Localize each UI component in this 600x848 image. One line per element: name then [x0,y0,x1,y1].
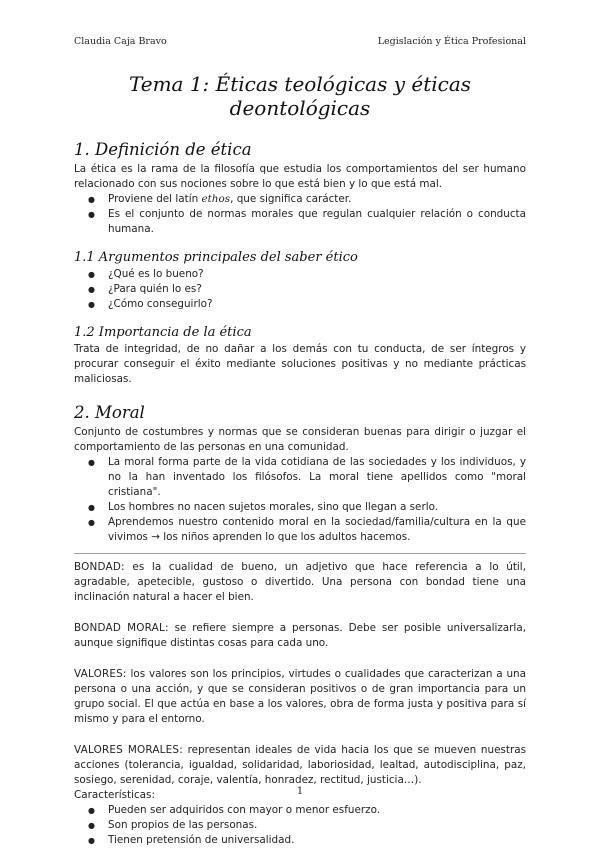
list-item [108,192,526,207]
list-item: ● ¿Cómo conseguirlo? [108,297,526,312]
page-title: Tema 1: Éticas teológicas y éticas deontológicas [128,72,472,120]
definition-term: BONDAD MORAL: [74,622,169,634]
list-item: ● ¿Qué es lo bueno? [108,267,526,282]
list-item: ● La moral forma parte de la vida cotidiana de las sociedades y los individuos, y no la han inventado los filósofos. La moral tiene apellidos como "moral cristiana". [108,455,526,500]
definition-text: es la cualidad de bueno, un adjetivo que hace referencia a lo útil, agradable, apetecible, gustoso o divertido. Una persona con bondad tiene una inclinación natural a hacer el bien. [74,561,526,603]
section-1-paragraph: La ética es la rama de la filosofía que estudia los comportamientos del ser humano relacionado con sus nociones sobre lo que está bien y lo que está mal. [74,163,526,190]
header-subject: Legislación y Ética Profesional [377,36,526,47]
definition-text: se refiere siempre a personas. Debe ser posible universalizarla, aunque signifique distintas cosas para cada uno. [74,622,526,649]
section-1-2-heading: 1.2 Importancia de la ética [74,325,252,340]
definition-valores [74,667,526,727]
section-1-1-heading: 1.1 Argumentos principales del saber ético [74,250,358,265]
caracteristicas-label: Características: [74,789,155,801]
list-item: ● Aprendemos nuestro contenido moral en la sociedad/familia/cultura en la que vivimos → los niños aprenden lo que los adultos hacemos. [108,515,526,545]
latin-term: ethos [201,193,231,205]
section-2-heading: 2. Moral [74,403,145,422]
divider [74,553,526,554]
list-item: ● Son propios de las personas. [108,818,526,833]
definition-bondad-moral [74,621,526,651]
header-author: Claudia Caja Bravo [74,36,167,47]
list-item: ● ¿Para quién lo es? [108,282,526,297]
page-body [74,64,526,848]
section-2-paragraph: Conjunto de costumbres y normas que se consideran buenas para dirigir o juzgar el comportamiento de las personas en una comunidad. [74,426,526,453]
page-number: 1 [296,786,304,797]
list-item: ● Los hombres no nacen sujetos morales, sino que llegan a serlo. [108,500,526,515]
definition-text: representan ideales de vida hacia los que se mueven nuestras acciones (tolerancia, igualdad, solidaridad, laboriosidad, lealtad, autodisciplina, paz, sosiego, serenidad, coraje, valentía, honradez, rectitud, justicia…). [74,744,526,786]
section-1-list [74,192,526,237]
caracteristicas-list [74,803,526,848]
definition-term: BONDAD: [74,561,125,573]
definition-term: VALORES MORALES: [74,744,183,756]
section-1-2-paragraph: Trata de integridad, de no dañar a los demás con tu conducta, de ser íntegros y procurar conseguir el éxito mediante soluciones positivas y no mediante prácticas maliciosas. [74,343,526,385]
definition-valores-morales [74,743,526,788]
list-item: ● Pueden ser adquiridos con mayor o menor esfuerzo. [108,803,526,818]
section-1-heading: 1. Definición de ética [74,140,252,159]
definition-bondad [74,560,526,605]
list-item: ● Tienen pretensión de universalidad. [108,833,526,848]
bullet-text: , que significa carácter. [230,193,352,205]
list-item: ● Es el conjunto de normas morales que regulan cualquier relación o conducta humana. [108,207,526,237]
section-2-list [74,455,526,545]
definition-text: los valores son los principios, virtudes o cualidades que caracterizan a una persona o una acción, y que se consideran positivos o de gran importancia para un grupo social. El que actúa en base a los valores, obra de forma justa y positiva para sí mismo y para el entorno. [74,668,526,725]
bullet-text: Proviene del latín [108,193,202,205]
section-1-1-list [74,267,526,312]
definition-term: VALORES: [74,668,127,680]
